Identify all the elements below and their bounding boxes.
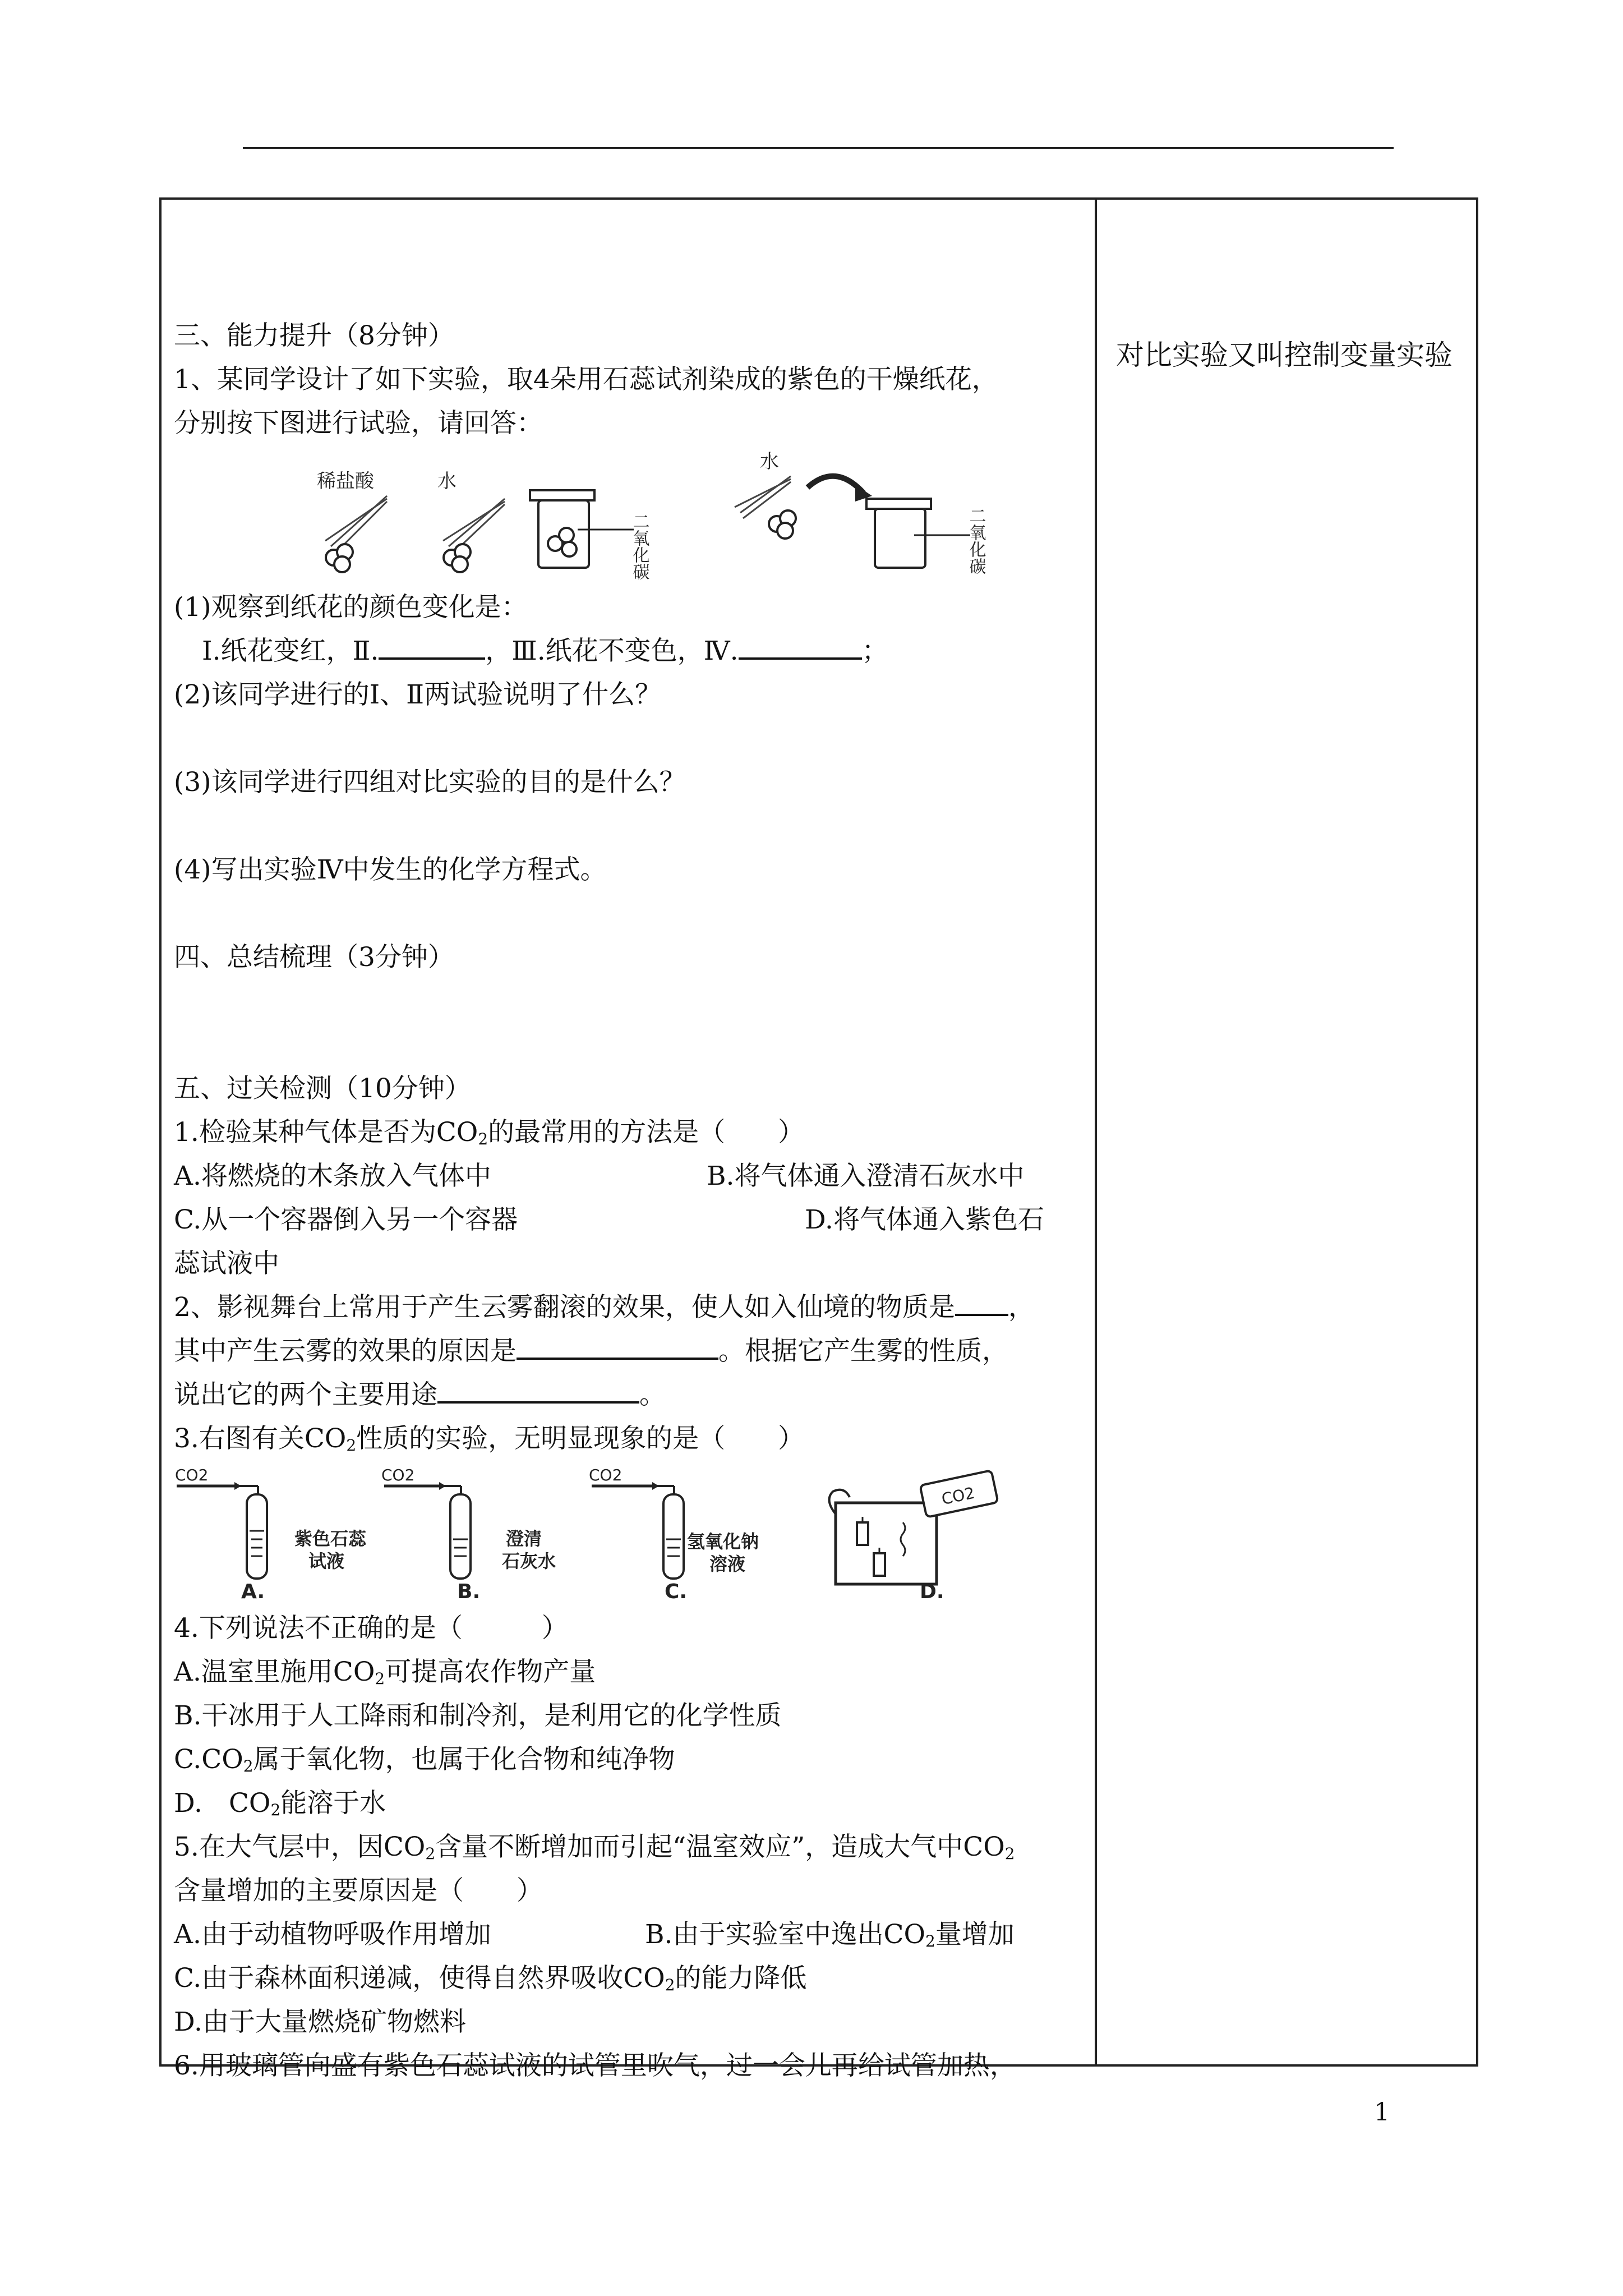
fig1-co2-label-2: 二氧化碳	[966, 507, 986, 574]
co2-experiments-figure	[174, 1461, 1088, 1607]
answer-space	[174, 804, 1088, 848]
page-number: 1	[1374, 2098, 1390, 2127]
header-rule	[243, 147, 1394, 149]
option-c: C.从一个容器倒入另一个容器	[174, 1204, 518, 1235]
s3-q1-2: (2)该同学进行的Ⅰ、Ⅱ两试验说明了什么？	[174, 679, 662, 710]
s5-q4: 4.下列说法不正确的是（ ）	[174, 1613, 568, 1644]
s5-q4-a: A.温室里施用$CO_2$可提高农作物产量	[174, 1657, 596, 1688]
setup-c	[589, 1466, 759, 1603]
letter-b: B.	[457, 1580, 481, 1603]
main-cell	[174, 314, 1088, 2088]
setup-b	[381, 1466, 556, 1603]
setup-d	[829, 1470, 998, 1603]
s5-q5-options-ab	[174, 1913, 1088, 1957]
s5-q2-line3: 说出它的两个主要用途 。	[174, 1373, 1088, 1417]
s3-q1-line1: 1、某同学设计了如下实验，取4朵用石蕊试剂染成的紫色的干燥纸花，	[174, 364, 998, 395]
answer-space	[174, 892, 1088, 936]
s5-q3: 3.右图有关$CO_2$性质的实验，无明显现象的是（ ）	[174, 1423, 805, 1455]
option-b: B.由于实验室中逸出$CO_2$量增加	[645, 1919, 1015, 1950]
s5-q2-line2: 其中产生云雾的效果的原因是 。根据它产生雾的性质，	[174, 1329, 1088, 1373]
letter-d: D.	[920, 1580, 944, 1603]
s5-q1-option-d-cont: 蕊试液中	[174, 1248, 279, 1279]
letter-a: A.	[241, 1580, 265, 1603]
s3-q1-4: (4)写出实验Ⅳ中发生的化学方程式。	[174, 854, 607, 885]
answer-space	[174, 717, 1088, 761]
answer-blank-iv[interactable]	[739, 629, 862, 660]
label-c1: 氢氧化钠	[687, 1531, 759, 1552]
fig1-co2-label: 二氧化碳	[629, 513, 649, 580]
experiment-1-acid	[317, 470, 387, 572]
table-divider	[1095, 197, 1097, 2067]
label-b2: 石灰水	[502, 1550, 556, 1572]
fig1-water-label: 水	[437, 470, 457, 493]
co2-label-b: CO2	[381, 1466, 415, 1484]
experiment-2-water	[437, 470, 505, 572]
s3-q1-line2: 分别按下图进行试验，请回答：	[174, 408, 543, 439]
experiment-4-water-then-jar	[735, 450, 986, 574]
option-a: A.将燃烧的木条放入气体中	[174, 1161, 491, 1191]
label-a1: 紫色石蕊	[294, 1528, 367, 1549]
fig1-water2-label: 水	[760, 450, 779, 473]
s5-q5-c: C.由于森林面积递减，使得自然界吸收$CO_2$的能力降低	[174, 1963, 807, 1994]
s3-q1-3: (3)该同学进行四组对比实验的目的是什么？	[174, 767, 686, 798]
section5-title: 五、过关检测（10分钟）	[174, 1073, 471, 1104]
setup-a	[175, 1466, 367, 1603]
answer-blank-uses[interactable]	[437, 1373, 639, 1404]
s3-q1-1: (1)观察到纸花的颜色变化是：	[174, 592, 528, 623]
s5-q1: 1.检验某种气体是否为$CO_2$的最常用的方法是（ ）	[174, 1117, 805, 1148]
s3-q1-1-answers: Ⅰ.纸花变红，Ⅱ. ，Ⅲ.纸花不变色，Ⅳ. ；	[174, 629, 1088, 673]
co2-label-a: CO2	[175, 1466, 209, 1484]
letter-c: C.	[665, 1580, 688, 1603]
option-d: D.将气体通入紫色石	[805, 1204, 1044, 1235]
s5-q4-b: B.干冰用于人工降雨和制冷剂，是利用它的化学性质	[174, 1700, 782, 1731]
answer-space	[174, 979, 1088, 1067]
co2-label-d: CO2	[939, 1483, 976, 1509]
s5-q6: 6.用玻璃管向盛有紫色石蕊试液的试管里吹气，过一会儿再给试管加热，	[174, 2050, 1016, 2081]
s5-q5-line1: 5.在大气层中，因$CO_2$含量不断增加而引起“温室效应”，造成大气中$CO_2$	[174, 1832, 1015, 1863]
option-b: B.将气体通入澄清石灰水中	[707, 1161, 1025, 1191]
s5-q5-d: D.由于大量燃烧矿物燃料	[174, 2007, 466, 2037]
paper-flower-figure	[174, 445, 1088, 586]
s5-q1-options-cd	[174, 1198, 1088, 1242]
label-b1: 澄清	[506, 1528, 542, 1549]
fig1-acid-label: 稀盐酸	[317, 470, 374, 493]
co2-label-c: CO2	[589, 1466, 623, 1484]
section4-title: 四、总结梳理（3分钟）	[174, 942, 454, 973]
label-c2: 溶液	[709, 1553, 746, 1575]
s5-q5-line2: 含量增加的主要原因是（ ）	[174, 1875, 543, 1906]
label-a2: 试液	[308, 1550, 345, 1572]
answer-blank-substance[interactable]	[955, 1286, 1008, 1316]
s5-q2-line1: 2、影视舞台上常用于产生云雾翻滚的效果，使人如入仙境的物质是 ，	[174, 1286, 1088, 1329]
s5-q4-c: $C.CO_2$属于氧化物，也属于化合物和纯净物	[174, 1744, 675, 1775]
answer-blank-reason[interactable]	[517, 1329, 718, 1360]
section3-title: 三、能力提升（8分钟）	[174, 320, 454, 351]
experiment-3-jar	[530, 490, 650, 580]
option-a: A.由于动植物呼吸作用增加	[174, 1919, 491, 1950]
s5-q4-d: D. $CO_2$能溶于水	[174, 1788, 386, 1819]
answer-blank-ii[interactable]	[379, 629, 485, 660]
side-note: 对比实验又叫控制变量实验	[1116, 339, 1453, 371]
s5-q1-options-ab	[174, 1154, 1088, 1198]
